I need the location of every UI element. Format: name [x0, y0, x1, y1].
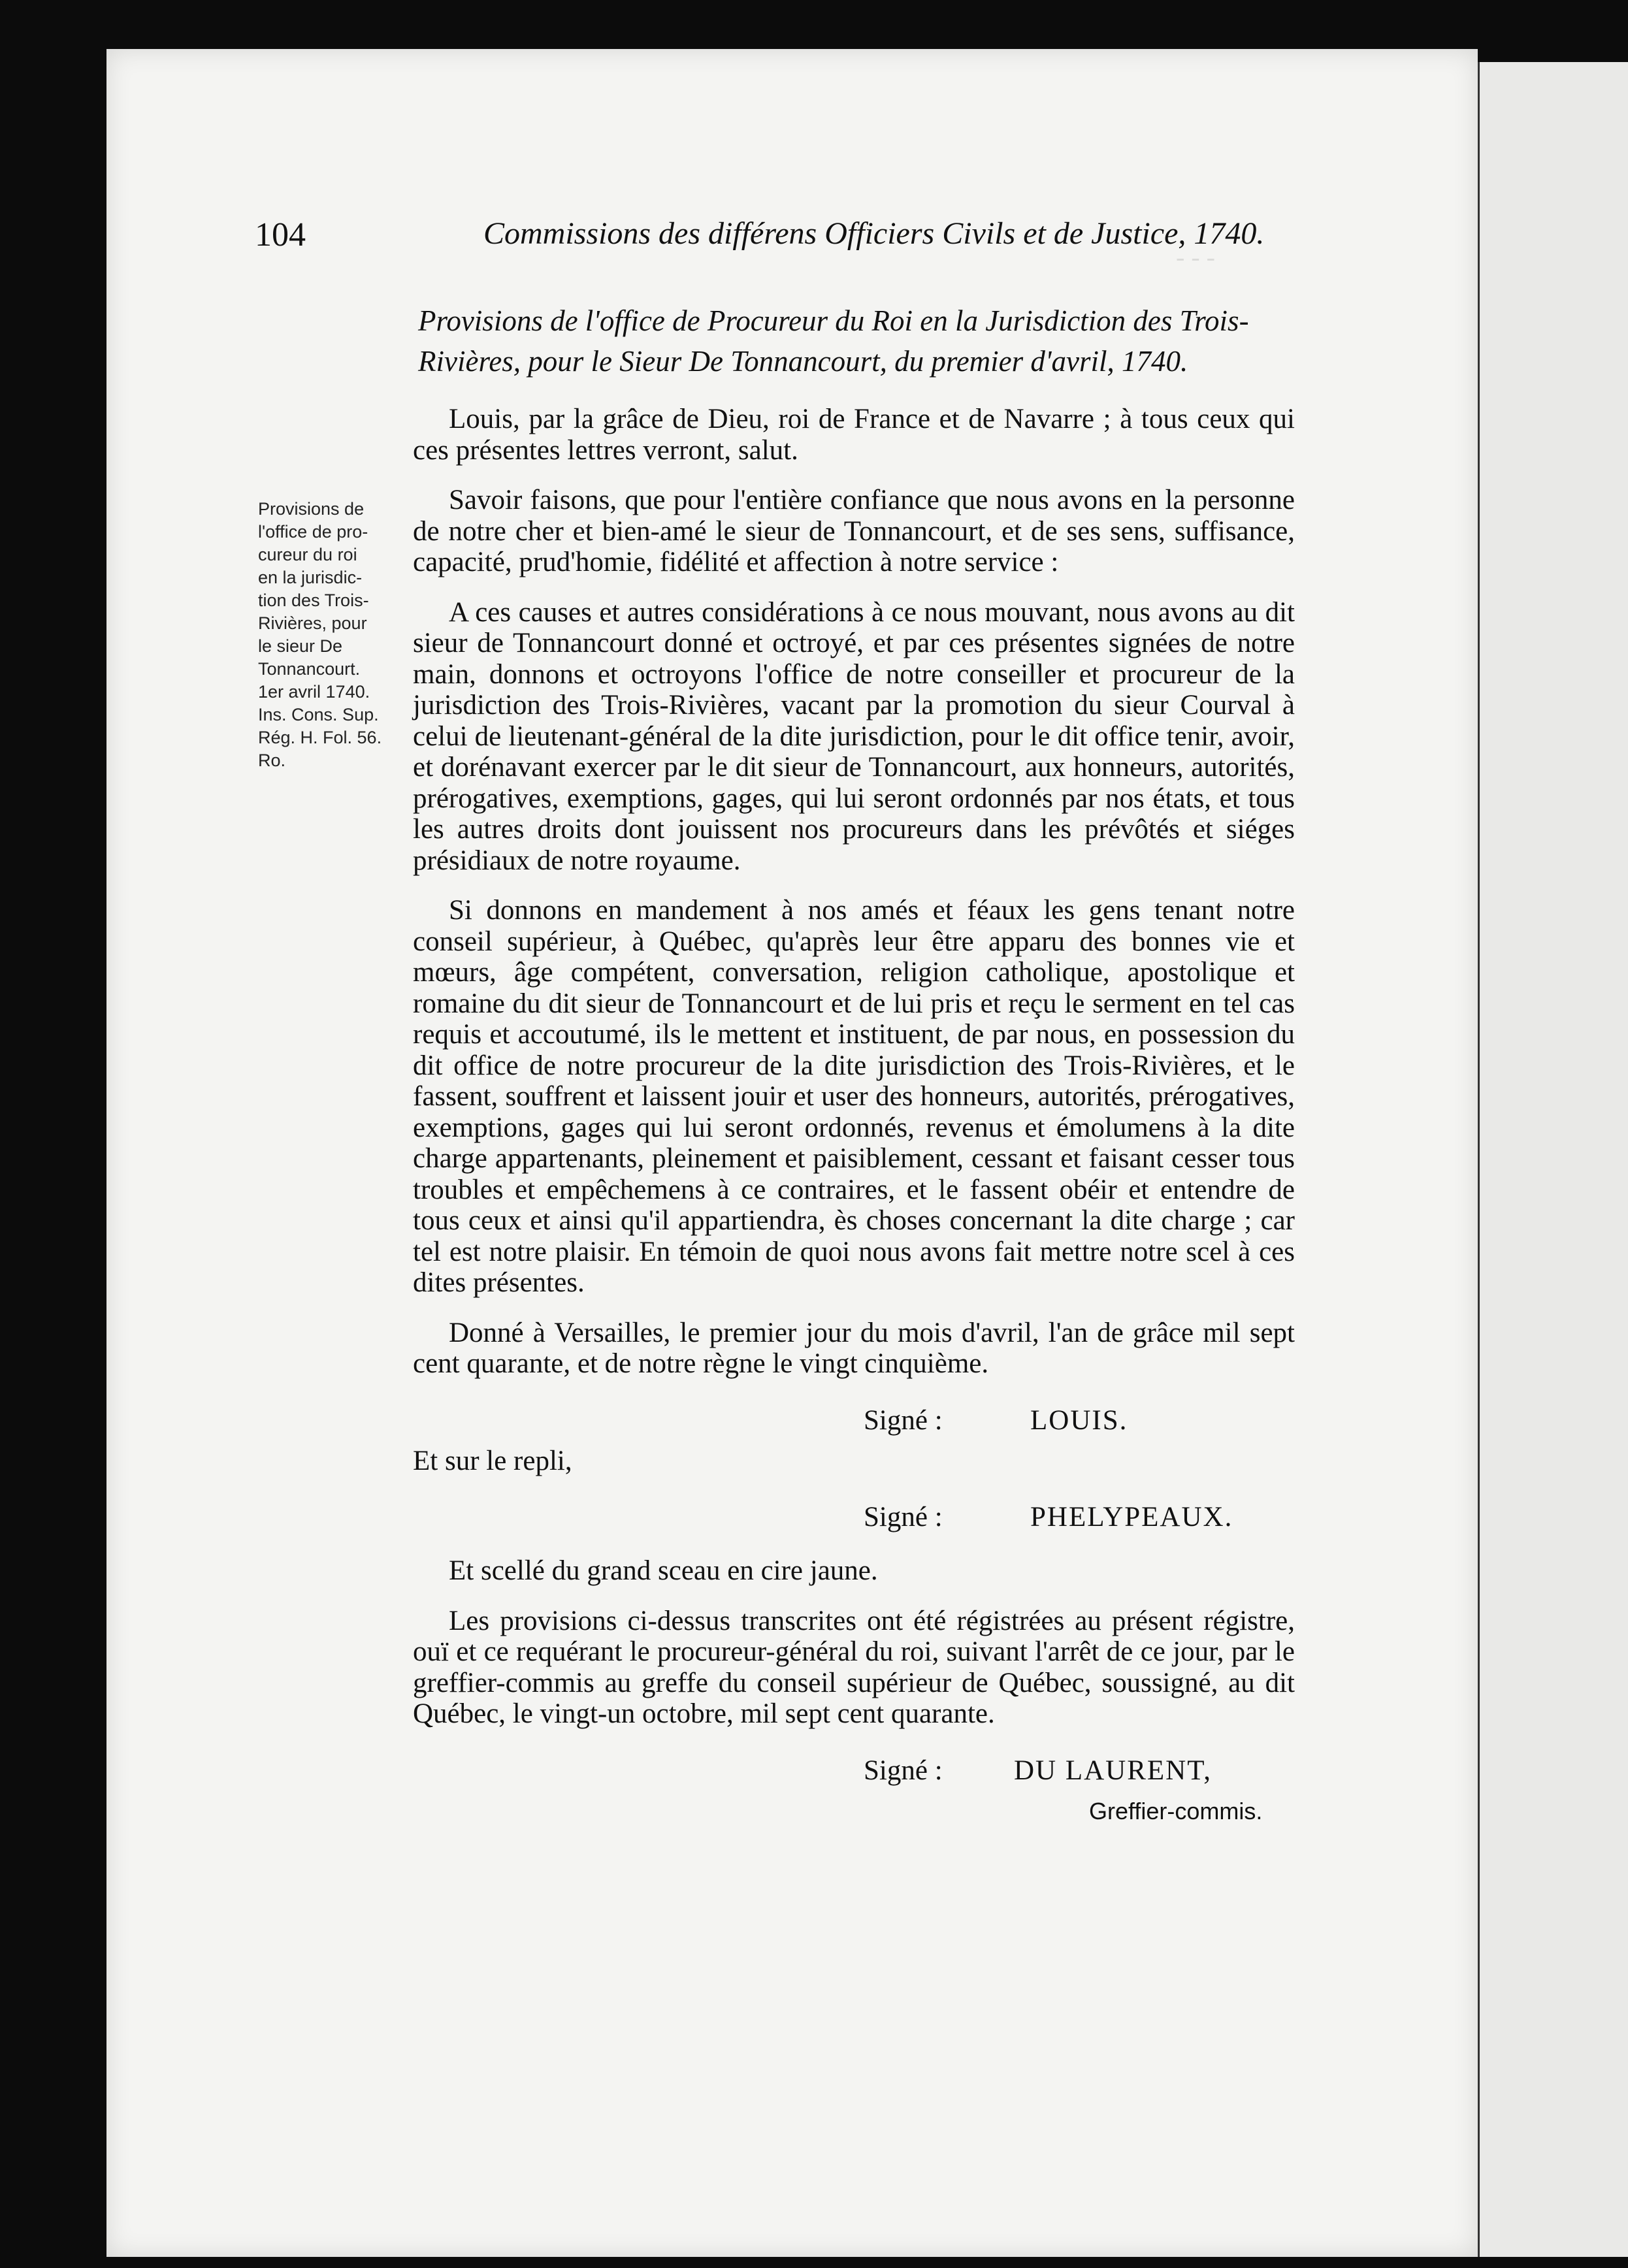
margin-note-line: l'office de pro- [258, 522, 368, 542]
margin-note-line: 1er avril 1740. [258, 682, 370, 702]
paragraph-si-donnons: Si donnons en mandement à nos amés et féaux les gens tenant notre conseil supérieur, à Québec, qu'après leur être apparu des bonnes vie et mœurs, âge compétent, conversation, religion catholique, apostolique et romaine du dit sieur de Tonnancourt et de lui pris et reçu le serment en tel cas requis et accoutumé, ils le mettent et instituent, de par nous, en possession du dit office de notre procureur de la dite jurisdiction des Trois-Rivières, et le fassent, souffrent et laissent jouir et user des honneurs, autorités, prérogatives, exemptions, gages qui lui seront ordonnés, revenus et émolumens à la dite charge appartenants, pleinement et paisiblement, cessant et faisant cesser tous troubles et empêchemens à ce contraires, et le fassent obéir et entendre de tous ceux et ainsi qu'il appartiendra, ès choses concernant la dite charge ; car tel est notre plaisir. En témoin de quoi nous avons fait mettre notre scel à ces dites présentes. [413, 895, 1295, 1298]
margin-note-line: tion des Trois- [258, 591, 369, 610]
greffier-title [413, 1796, 1295, 1835]
margin-note-line: Ins. Cons. Sup. [258, 705, 379, 724]
paragraph-donne-a-versailles: Donné à Versailles, le premier jour du mois d'avril, l'an de grâce mil sept cent quarante, et de notre règne le vingt cinquième. [413, 1317, 1295, 1379]
signature-label: Signé : [864, 1404, 943, 1436]
document-body [413, 404, 1295, 1835]
greffier-title-text: Greffier-commis. [1089, 1797, 1263, 1824]
margin-note-line: Rivières, pour [258, 613, 367, 633]
running-head: Commissions des différens Officiers Civils et de Justice, 1740. [483, 216, 1265, 251]
margin-note-line: en la jurisdic- [258, 568, 363, 587]
margin-note-line: Provisions de [258, 499, 365, 519]
signature-du-laurent [413, 1749, 1295, 1796]
margin-note-line: le sieur De [258, 636, 343, 656]
margin-note [258, 498, 415, 772]
signature-name: DU LAURENT, [1014, 1755, 1213, 1786]
paragraph-salutation: Louis, par la grâce de Dieu, roi de France et de Navarre ; à tous ceux qui ces présentes lettres verront, salut. [413, 404, 1295, 466]
signature-label: Signé : [864, 1502, 943, 1532]
margin-note-line: Ro. [258, 751, 286, 770]
signature-name: PHELYPEAUX. [1030, 1502, 1233, 1532]
document-title: Provisions de l'office de Procureur du Roi en la Jurisdiction des Trois-Rivières, pour le Sieur De Tonnancourt, du premier d'avril, 1740. [418, 304, 1249, 378]
adjacent-page-edge [1478, 62, 1628, 2257]
bleed-through: - - - [1176, 242, 1215, 272]
signature-phelypeaux [413, 1495, 1295, 1542]
paragraph-savoir-faisons: Savoir faisons, que pour l'entière confiance que nous avons en la personne de notre cher et bien-amé le sieur de Tonnancourt, et de ses sens, suffisance, capacité, prud'homie, fidélité et affection à notre service : [413, 485, 1295, 577]
margin-note-line: cureur du roi [258, 545, 357, 564]
margin-note-line: Tonnancourt. [258, 659, 361, 679]
margin-note-line: Rég. H. Fol. 56. [258, 728, 382, 747]
paragraph-registration: Les provisions ci-dessus transcrites ont été régistrées au présent régistre, ouï et ce requérant le procureur-général du roi, suivant l'arrêt de ce jour, par le greffier-commis au greffe du conseil supérieur de Québec, soussigné, au dit Québec, le vingt-un octobre, mil sept cent quarante. [413, 1605, 1295, 1729]
signature-name: LOUIS. [1030, 1404, 1128, 1436]
signature-louis [413, 1399, 1295, 1446]
signature-label: Signé : [864, 1755, 943, 1786]
paragraph-a-ces-causes: A ces causes et autres considérations à ce nous mouvant, nous avons au dit sieur de Tonnancourt donné et octroyé, et par ces présentes signées de notre main, donnons et octroyons l'office de notre conseiller et procureur de la jurisdiction des Trois-Rivières, vacant par la promotion du sieur Courval à celui de lieutenant-général de la dite jurisdiction, pour le dit office tenir, avoir, et dorénavant exercer par le dit sieur de Tonnancourt, aux honneurs, autorités, prérogatives, exemptions, gages, qui lui seront ordonnés par nos états, et tous les autres droits dont jouissent nos procureurs dans les prévôtés et siéges présidiaux de notre royaume. [413, 596, 1295, 876]
page-number: 104 [255, 216, 306, 253]
sceau-line: Et scellé du grand sceau en cire jaune. [449, 1555, 878, 1586]
repli-line: Et sur le repli, [413, 1445, 572, 1476]
